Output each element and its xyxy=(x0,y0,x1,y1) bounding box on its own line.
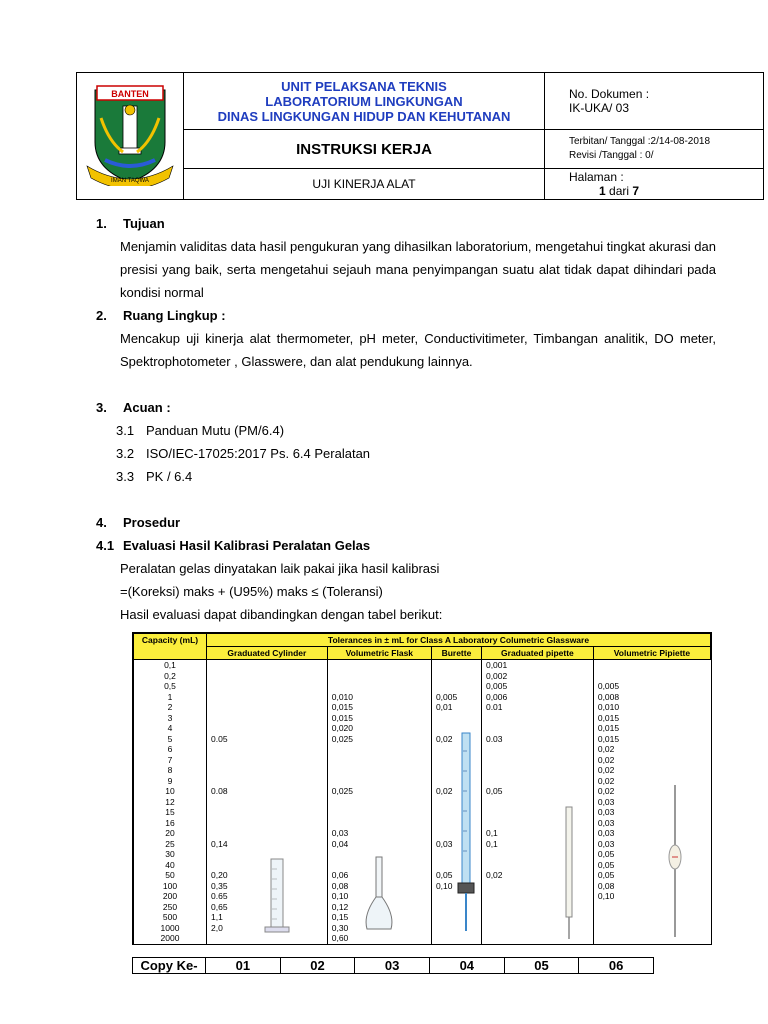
table-cell: 0,05 xyxy=(485,786,503,796)
table-cell xyxy=(332,681,427,692)
table-cell: 0,02 xyxy=(597,775,615,786)
table-cell xyxy=(211,765,323,776)
table-cell: 0,1 xyxy=(485,828,498,838)
graduated-cylinder-icon xyxy=(261,855,293,935)
section-4-heading: 4. Prosedur xyxy=(96,515,181,530)
table-cell xyxy=(486,723,589,734)
table-cell: 0,14 xyxy=(211,838,228,849)
acuan-item: 3.2 ISO/IEC-17025:2017 Ps. 6.4 Peralatan xyxy=(116,446,371,461)
table-cell: 0,15 xyxy=(331,912,349,922)
table-cell: 0,08 xyxy=(597,880,615,891)
table-cell: 0,03 xyxy=(597,828,615,838)
table-cell: 0,03 xyxy=(597,838,615,849)
burette-icon xyxy=(453,731,479,941)
table-cell xyxy=(486,713,589,724)
table-cell: 0,06 xyxy=(331,870,349,880)
col-header: Burette xyxy=(431,647,481,660)
table-cell: 2000 xyxy=(160,933,180,943)
table-cell: 30 xyxy=(165,849,175,859)
table-cell: 10 xyxy=(165,786,175,796)
logo-bottom-text: IMAN TAQWA xyxy=(111,177,149,184)
table-cell: 0,025 xyxy=(331,733,354,744)
table-cell: 0,025 xyxy=(331,786,354,796)
section-1-text: Menjamin validitas data hasil pengukuran yang dihasilkan laboratorium, mengetahui tingkat akurasi dan presisi yang baik, serta mengetahui sejauh mana penyimpangan suatu alat tidak dapat dihindari pada kondisi normal xyxy=(120,239,716,300)
table-cell xyxy=(598,933,707,944)
table-cell xyxy=(332,776,427,787)
table-cell xyxy=(211,776,323,787)
section-4-1-line-2: =(Koreksi) maks + (U95%) maks ≤ (Toleransi) xyxy=(120,584,383,599)
table-body-row xyxy=(134,660,711,944)
halaman-cell xyxy=(545,169,764,200)
table-cell: 2,0 xyxy=(211,922,223,933)
table-cell: 0,010 xyxy=(597,702,620,712)
table-cell xyxy=(598,912,707,923)
table-cell xyxy=(436,713,477,724)
table-cell: 1 xyxy=(167,691,173,702)
table-cell xyxy=(436,671,477,682)
table-cell xyxy=(332,660,427,671)
col-header: Graduated pipette xyxy=(481,647,593,660)
capacity-column xyxy=(134,660,207,944)
table-cell: 0,60 xyxy=(331,933,349,943)
table-cell xyxy=(332,671,427,682)
table-cell: 1000 xyxy=(160,922,180,933)
table-cell: 0,02 xyxy=(485,870,503,880)
table-cell: 15 xyxy=(165,807,175,817)
table-cell xyxy=(211,755,323,766)
table-cell xyxy=(486,765,589,776)
table-cell: 0,02 xyxy=(435,733,453,744)
table-cell: 0,015 xyxy=(597,733,620,744)
copy-number: 05 xyxy=(504,958,579,974)
table-cell: 500 xyxy=(162,912,178,922)
table-cell: 0,05 xyxy=(597,870,615,880)
table-cell: 0,02 xyxy=(597,765,615,775)
table-cell: 0,20 xyxy=(211,870,228,880)
table-cell: 0,02 xyxy=(597,786,615,796)
revisi-text: Revisi /Tanggal : 0/ xyxy=(569,150,654,161)
section-2-text: Mencakup uji kinerja alat thermometer, pH meter, Conductivitimeter, Timbangan analitik, DO meter, Spektrophotometer , Glasswere, dan alat pendukung lainnya. xyxy=(120,331,716,369)
table-cell: 0,08 xyxy=(331,880,349,891)
org-line-1: UNIT PELAKSANA TEKNIS xyxy=(281,78,447,94)
logo-top-text: BANTEN xyxy=(111,88,149,99)
table-cell xyxy=(211,702,323,713)
table-cell: 0,1 xyxy=(485,838,498,849)
terbitan-text: Terbitan/ Tanggal :2/14-08-2018 xyxy=(569,136,711,147)
table-cell: 0,01 xyxy=(435,702,453,712)
section-4-1-line-1: Peralatan gelas dinyatakan laik pakai jika hasil kalibrasi xyxy=(120,561,440,576)
table-cell xyxy=(598,902,707,913)
table-cell xyxy=(211,818,323,829)
table-cell: 0.65 xyxy=(211,891,228,901)
halaman-value xyxy=(569,184,763,198)
table-cell: 0,010 xyxy=(331,691,354,702)
table-cell: 0,001 xyxy=(485,660,508,670)
copy-number: 04 xyxy=(429,958,504,974)
table-cell: 0,02 xyxy=(597,754,615,765)
table-cell: 0,015 xyxy=(597,712,620,723)
table-cell xyxy=(211,797,323,808)
table-cell: 4 xyxy=(167,723,173,733)
table-cell xyxy=(211,807,323,818)
table-cell: 100 xyxy=(162,880,178,891)
table-cell: 0,05 xyxy=(597,849,615,859)
table-cell xyxy=(211,671,323,682)
capacity-header: Capacity (mL) xyxy=(134,634,207,660)
table-cell: 0,03 xyxy=(597,796,615,807)
table-cell: 5 xyxy=(167,733,173,744)
table-cell xyxy=(332,797,427,808)
table-cell: 0,65 xyxy=(211,901,228,912)
table-cell: 0,015 xyxy=(597,723,620,733)
table-cell: 0,006 xyxy=(485,691,508,702)
table-cell xyxy=(332,765,427,776)
section-1-heading: 1. Tujuan xyxy=(96,216,165,231)
table-cell: 0.05 xyxy=(211,733,228,744)
table-cell: 7 xyxy=(167,754,173,765)
table-cell: 2 xyxy=(167,702,173,712)
table-cell: 9 xyxy=(167,775,173,786)
table-cell: 0,10 xyxy=(435,880,453,891)
table-cell xyxy=(211,713,323,724)
table-cell: 0,30 xyxy=(331,922,349,933)
table-cell: 20 xyxy=(165,828,175,838)
table-cell: 0,5 xyxy=(164,681,176,691)
table-cell: 3 xyxy=(167,712,173,723)
table-cell: 0,05 xyxy=(435,870,453,880)
table-cell: 0,008 xyxy=(597,691,620,702)
table-cell xyxy=(598,660,707,671)
table-cell: 16 xyxy=(165,817,175,828)
org-line-2: LABORATORIUM LINGKUNGAN xyxy=(265,93,463,109)
table-cell: 0,02 xyxy=(597,744,615,754)
tolerance-table-image xyxy=(132,632,712,945)
table-cell: 0,05 xyxy=(597,859,615,870)
section-2-heading: 2. Ruang Lingkup : xyxy=(96,308,226,323)
acuan-item: 3.3 PK / 6.4 xyxy=(116,469,193,484)
table-cell: 0,1 xyxy=(164,660,176,670)
copy-number: 06 xyxy=(579,958,654,974)
volumetric-pipette-column xyxy=(593,660,710,944)
table-cell: 12 xyxy=(165,796,175,807)
section-4-1-line-3: Hasil evaluasi dapat dibandingkan dengan tabel berikut: xyxy=(120,607,443,622)
copy-number: 01 xyxy=(206,958,281,974)
table-cell xyxy=(436,681,477,692)
document-header xyxy=(76,72,764,200)
table-cell: 200 xyxy=(162,891,178,901)
table-cell xyxy=(332,807,427,818)
table-cell: 0,12 xyxy=(331,901,349,912)
table-cell: 6 xyxy=(167,744,173,754)
table-cell xyxy=(211,660,323,671)
table-cell: 0,03 xyxy=(331,828,349,838)
copy-label: Copy Ke- xyxy=(133,958,206,974)
table-cell: 0,005 xyxy=(485,681,508,691)
table-cell: 0,03 xyxy=(597,807,615,817)
volumetric-flask-icon xyxy=(361,855,397,935)
table-cell xyxy=(211,744,323,755)
table-cell xyxy=(211,828,323,839)
table-cell: 1,1 xyxy=(211,912,223,922)
table-cell: 0.03 xyxy=(485,733,503,744)
table-cell: 50 xyxy=(165,870,175,880)
table-cell: 0,04 xyxy=(331,838,349,849)
table-cell: 0,10 xyxy=(597,891,615,901)
acuan-item: 3.1 Panduan Mutu (PM/6.4) xyxy=(116,423,285,438)
table-cell xyxy=(332,744,427,755)
section-3-heading: 3. Acuan : xyxy=(96,400,171,415)
table-cell: 40 xyxy=(165,859,175,870)
graduated-pipette-icon xyxy=(561,805,577,941)
table-cell: 0,005 xyxy=(435,691,458,702)
copy-number: 03 xyxy=(355,958,430,974)
table-cell xyxy=(598,923,707,934)
table-cell: 0,020 xyxy=(331,723,354,733)
table-cell xyxy=(211,692,323,703)
logo-cell xyxy=(77,73,184,200)
table-cell: 0,005 xyxy=(597,681,620,691)
halaman-label: Halaman : xyxy=(569,170,624,184)
copy-row-table xyxy=(132,957,654,974)
halaman-total: 7 xyxy=(632,184,640,198)
doc-title: INSTRUKSI KERJA xyxy=(184,130,545,169)
document-body xyxy=(96,212,716,626)
table-cell: 0,002 xyxy=(485,670,508,681)
doc-number-cell xyxy=(545,73,764,130)
banten-logo xyxy=(85,82,175,186)
no-dokumen-value: IK-UKA/ 03 xyxy=(569,101,630,115)
table-cell: 0,2 xyxy=(164,670,176,681)
table-cell xyxy=(486,744,589,755)
table-cell xyxy=(332,818,427,829)
col-header: Volumetric Flask xyxy=(327,647,431,660)
table-cell: 250 xyxy=(162,901,178,912)
org-line-3: DINAS LINGKUNGAN HIDUP DAN KEHUTANAN xyxy=(217,108,511,124)
table-cell: 0.08 xyxy=(211,786,228,796)
table-cell: 0,015 xyxy=(331,712,354,723)
table-cell: 0,03 xyxy=(435,838,453,849)
organization-cell xyxy=(184,73,545,130)
section-4-1-heading: 4.1 Evaluasi Hasil Kalibrasi Peralatan Gelas xyxy=(96,538,371,553)
doc-subtitle: UJI KINERJA ALAT xyxy=(184,169,545,200)
table-cell xyxy=(332,755,427,766)
no-dokumen-label: No. Dokumen : xyxy=(569,87,650,101)
col-header: Volumetric Pipiette xyxy=(593,647,710,660)
halaman-page: 1 xyxy=(599,184,606,198)
volumetric-pipette-icon xyxy=(665,783,685,941)
table-cell xyxy=(486,755,589,766)
table-cell: 0,03 xyxy=(597,817,615,828)
table-cell: 0,10 xyxy=(331,891,349,901)
table-cell: 0,35 xyxy=(211,880,228,891)
table-cell: 0.01 xyxy=(485,702,503,712)
table-cell: 0,02 xyxy=(435,786,453,796)
halaman-dari: dari xyxy=(605,184,633,198)
table-cell: 25 xyxy=(165,838,175,849)
tolerance-group-header: Tolerances in ± mL for Class A Laboratory Columetric Glassware xyxy=(207,634,711,647)
table-cell xyxy=(598,671,707,682)
table-cell xyxy=(211,723,323,734)
table-cell: 0,015 xyxy=(331,702,354,712)
table-cell: 8 xyxy=(167,765,173,775)
terbitan-cell xyxy=(545,130,764,169)
tolerance-table xyxy=(133,633,711,944)
table-cell xyxy=(486,776,589,787)
table-cell xyxy=(211,681,323,692)
col-header: Graduated Cylinder xyxy=(207,647,328,660)
copy-number: 02 xyxy=(280,958,355,974)
table-cell xyxy=(436,660,477,671)
